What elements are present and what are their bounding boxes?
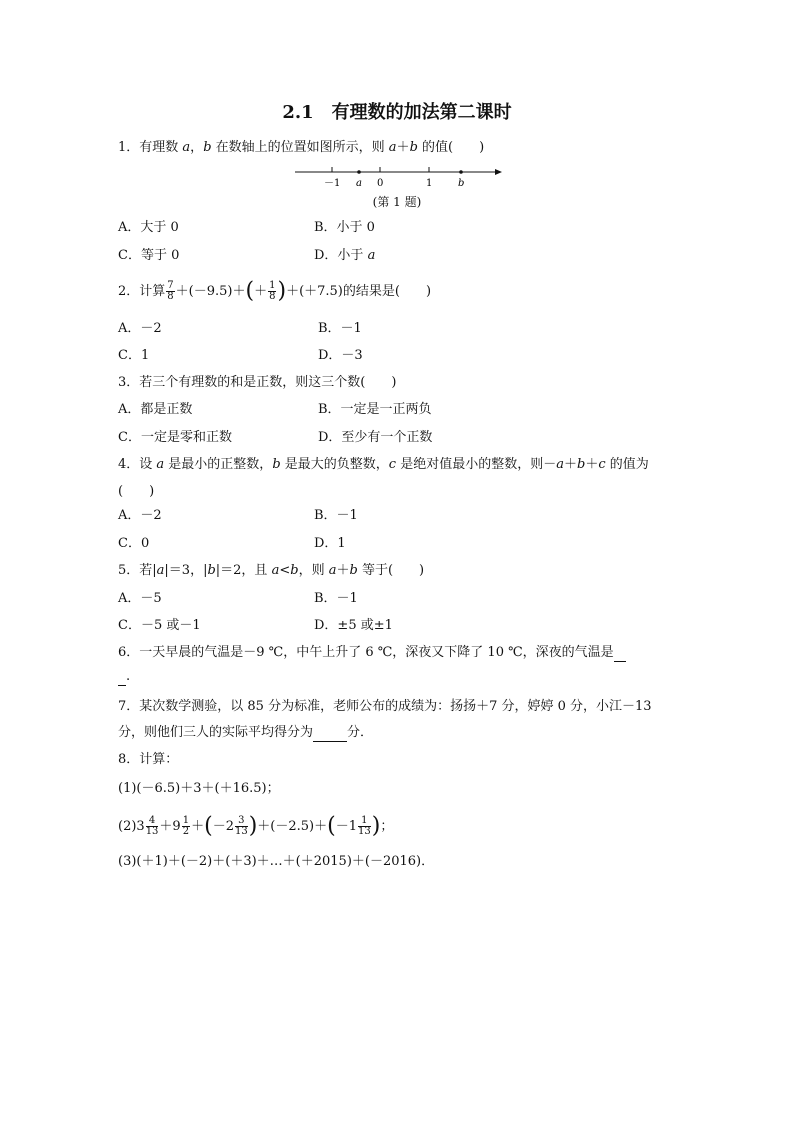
q4-option-a[interactable]: A．－2 [118, 508, 162, 523]
q5-option-b[interactable]: B．－1 [314, 591, 358, 606]
answer-blank[interactable] [313, 729, 347, 742]
q3-option-c[interactable]: C．一定是零和正数 [118, 430, 232, 445]
q4-option-c[interactable]: C．0 [118, 536, 150, 551]
q1-option-d[interactable]: D．小于 a [314, 248, 376, 263]
tick-label-a: a [356, 178, 362, 189]
question-6-end: . [118, 668, 130, 686]
q3-option-a[interactable]: A．都是正数 [118, 402, 193, 417]
question-4-answer-paren: ( ) [118, 484, 155, 499]
tick-label-neg1: －1 [324, 178, 341, 189]
q5-option-d[interactable]: D．±5 或±1 [314, 618, 393, 633]
fraction: $\frac{3}{13}$ [234, 815, 248, 837]
question-8-stem: 8．计算： [118, 752, 179, 767]
number-line-figure [290, 162, 510, 192]
q2-option-c[interactable]: C．1 [118, 348, 150, 363]
answer-blank[interactable] [614, 649, 626, 662]
fraction: $\frac{7}{8}$ [167, 280, 174, 302]
point-b [459, 170, 463, 174]
q5-option-a[interactable]: A．－5 [118, 591, 162, 606]
question-4-stem: 4．设 a 是最小的正整数，b 是最大的负整数，c 是绝对值最小的整数，则－a＋b＋c 的值为 [118, 457, 649, 472]
question-1-stem: 1．有理数 a，b 在数轴上的位置如图所示，则 a＋b 的值( ) [118, 140, 485, 155]
fraction: $\frac{1}{13}$ [358, 815, 371, 837]
fraction: $\frac{1}{8}$ [269, 280, 276, 302]
question-3-stem: 3．若三个有理数的和是正数，则这三个数( ) [118, 375, 397, 390]
q4-option-b[interactable]: B．－1 [314, 508, 358, 523]
q1-option-a[interactable]: A．大于 0 [118, 220, 179, 235]
question-7-line1: 7．某次数学测验，以 85 分为标准，老师公布的成绩为：扬扬＋7 分，婷婷 0 分，小江－13 [118, 699, 652, 714]
fraction: $\frac{4}{13}$ [145, 815, 159, 837]
q3-option-d[interactable]: D．至少有一个正数 [318, 430, 433, 445]
point-a [357, 170, 361, 174]
question-5-stem: 5．若|a|＝3，|b|＝2，且 a<b，则 a＋b 等于( ) [118, 563, 425, 578]
q3-option-b[interactable]: B．一定是一正两负 [318, 402, 432, 417]
q8-part-2: (2)3 $\frac{4}{13}$ ＋9 $\frac{1}{2}$ ＋(－2 $\frac{3}{13}$ )＋(－2.5)＋(－1 $\frac{1}{13}$ )； [118, 813, 394, 839]
q2-option-a[interactable]: A．－2 [118, 321, 162, 336]
q1-option-c[interactable]: C．等于 0 [118, 248, 180, 263]
q2-option-d[interactable]: D．－3 [318, 348, 363, 363]
answer-blank[interactable] [118, 673, 126, 686]
page-title: 2.1 有理数的加法第二课时 [282, 102, 512, 123]
q8-part-3: (3)(＋1)＋(－2)＋(＋3)＋…＋(＋2015)＋(－2016)． [118, 854, 435, 869]
q8-part-1: (1)(－6.5)＋3＋(＋16.5)； [118, 781, 280, 796]
question-2-stem: 2．计算 $\frac{7}{8}$ ＋(－9.5)＋(＋ $\frac{1}{8}$ )＋(＋7.5)的结果是( ) [118, 278, 432, 304]
tick-label-1: 1 [426, 178, 433, 189]
fraction: $\frac{1}{2}$ [182, 815, 190, 837]
tick-label-0: 0 [377, 178, 384, 189]
tick-label-b: b [458, 178, 465, 189]
figure-caption: (第 1 题) [372, 195, 422, 209]
q2-option-b[interactable]: B．－1 [318, 321, 362, 336]
question-7-line2: 分，则他们三人的实际平均得分为 分． [118, 725, 374, 740]
question-6-stem: 6．一天早晨的气温是－9 ℃，中午上升了 6 ℃，深夜又下降了 10 ℃，深夜的气温是 [118, 644, 626, 662]
q1-option-b[interactable]: B．小于 0 [314, 220, 375, 235]
q5-option-c[interactable]: C．－5 或－1 [118, 618, 201, 633]
q4-option-d[interactable]: D．1 [314, 536, 346, 551]
